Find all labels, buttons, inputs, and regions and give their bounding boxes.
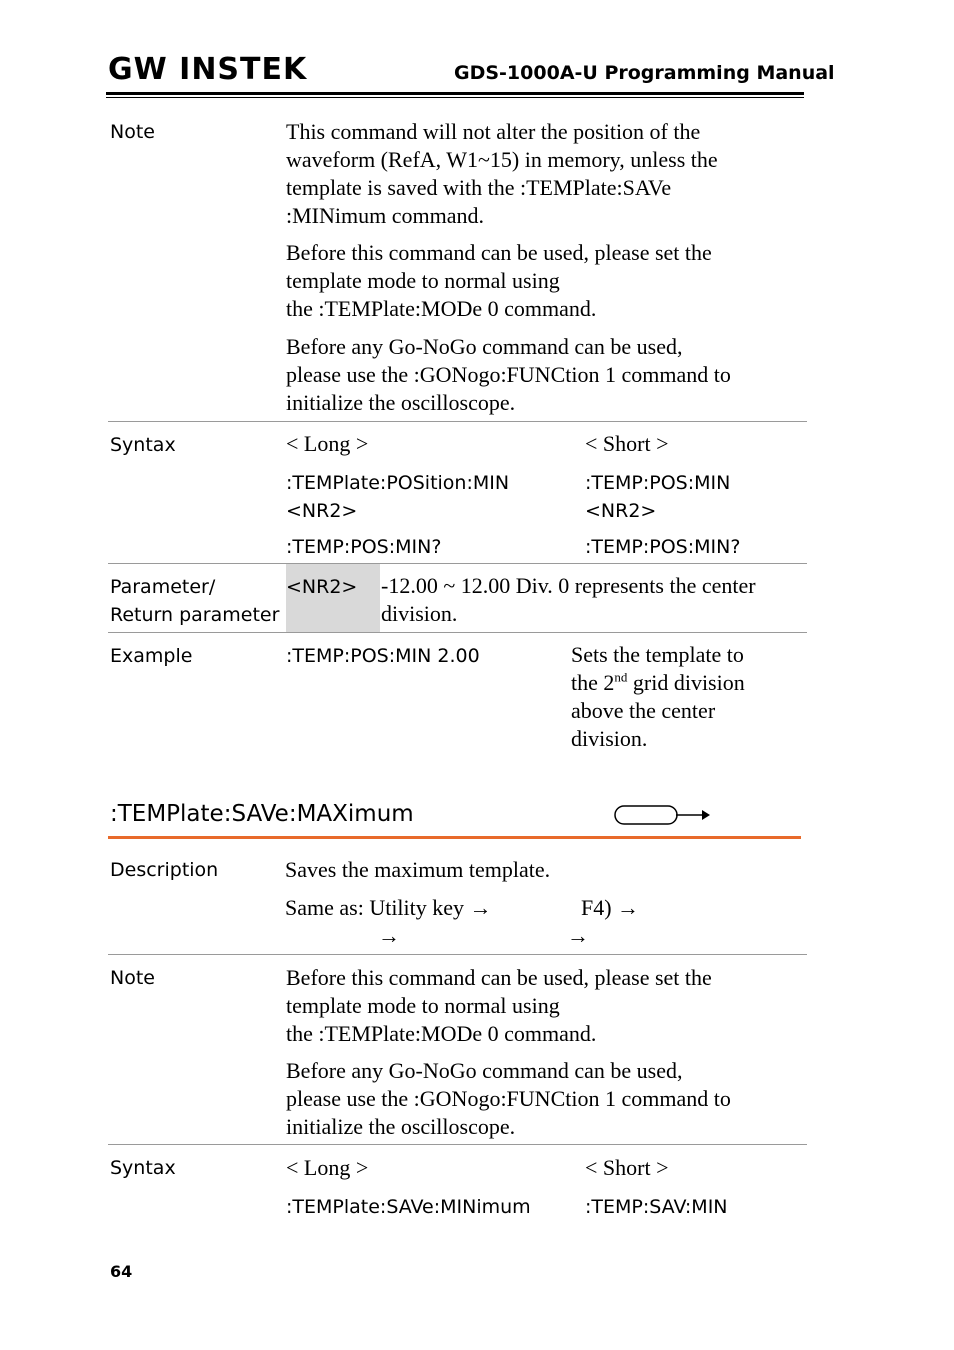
row-divider [108, 563, 807, 564]
text-line: Before any Go-NoGo command can be used, [286, 1058, 683, 1083]
short-command-1: :TEMP:SAV:MIN [585, 1196, 728, 1218]
text-line [571, 669, 745, 697]
section-rule [108, 836, 801, 839]
example-description [571, 641, 745, 753]
text-line: template is saved with the :TEMPlate:SAVe [286, 175, 672, 200]
text-line: division. [571, 726, 648, 751]
short-header: < Short > [585, 1155, 669, 1180]
text-line: Parameter/ [110, 576, 216, 598]
text-line: initialize the oscilloscope. [286, 390, 516, 415]
description-label: Description [110, 859, 219, 881]
text-line: Before this command can be used, please set the [286, 240, 712, 265]
header-rule-thin [106, 97, 804, 98]
short-command-1 [585, 469, 730, 525]
long-command-1 [286, 469, 509, 525]
text-line: initialize the oscilloscope. [286, 1114, 516, 1139]
text-line: This command will not alter the position of the [286, 119, 701, 144]
text-line: the :TEMPlate:MODe 0 command. [286, 1021, 597, 1046]
row-divider [108, 632, 807, 633]
note-paragraph-2 [286, 1057, 731, 1141]
long-header: < Long > [286, 431, 369, 456]
arrow-right-icon: → [378, 923, 400, 948]
set-command-icon [614, 804, 678, 826]
text-line: Before any Go-NoGo command can be used, [286, 334, 683, 359]
parameter-label [110, 573, 279, 629]
same-as-key: F4) → [581, 895, 640, 920]
note-label: Note [110, 967, 155, 989]
long-header: < Long > [286, 1155, 369, 1180]
text-line: please use the :GONogo:FUNCtion 1 command to [286, 362, 731, 387]
text-line: Before this command can be used, please set the [286, 965, 712, 990]
section-title: :TEMPlate:SAVe:MAXimum [110, 801, 414, 827]
syntax-label: Syntax [110, 434, 176, 456]
text-line: the :TEMPlate:MODe 0 command. [286, 296, 597, 321]
page-number: 64 [110, 1262, 133, 1281]
parameter-name: <NR2> [286, 576, 358, 598]
description-text: Saves the maximum template. [285, 857, 551, 882]
superscript: nd [614, 669, 628, 685]
text-line: <NR2> [585, 500, 657, 522]
short-header: < Short > [585, 431, 669, 456]
text-line: template mode to normal using [286, 268, 560, 293]
text-line: above the center [571, 698, 716, 723]
text-line: Return parameter [110, 604, 280, 626]
note-label: Note [110, 121, 155, 143]
arrow-right-icon [676, 806, 710, 824]
text-line: Sets the template to [571, 642, 744, 667]
note-paragraph-2 [286, 239, 712, 323]
text-line: please use the :GONogo:FUNCtion 1 command to [286, 1086, 731, 1111]
long-command-2: :TEMP:POS:MIN? [286, 536, 442, 558]
arrow-right-icon: → [567, 923, 589, 948]
note-paragraph-1 [286, 118, 718, 230]
header-rule [106, 92, 804, 95]
long-command-1: :TEMPlate:SAVe:MINimum [286, 1196, 531, 1218]
text-line: :TEMPlate:POSition:MIN [286, 472, 510, 494]
text-line: :MINimum command. [286, 203, 484, 228]
row-divider [108, 954, 807, 955]
same-as-text: Same as: Utility key → [285, 895, 492, 920]
note-paragraph-3 [286, 333, 731, 417]
text-segment: grid division [627, 670, 745, 695]
row-divider [108, 421, 807, 422]
example-label: Example [110, 645, 193, 667]
text-line: -12.00 ~ 12.00 Div. 0 represents the center [381, 573, 756, 598]
text-line: template mode to normal using [286, 993, 560, 1018]
parameter-description [381, 572, 756, 628]
text-line: <NR2> [286, 500, 358, 522]
row-divider [108, 1144, 807, 1145]
text-line: :TEMP:POS:MIN [585, 472, 731, 494]
syntax-label: Syntax [110, 1157, 176, 1179]
brand-logo: GW INSTEK [108, 52, 308, 87]
text-line: division. [381, 601, 458, 626]
example-command: :TEMP:POS:MIN 2.00 [286, 645, 480, 667]
manual-title: GDS-1000A-U Programming Manual [454, 62, 835, 84]
text-segment: the 2 [571, 670, 615, 695]
short-command-2: :TEMP:POS:MIN? [585, 536, 741, 558]
note-paragraph-1 [286, 964, 712, 1048]
text-line: waveform (RefA, W1~15) in memory, unless the [286, 147, 718, 172]
